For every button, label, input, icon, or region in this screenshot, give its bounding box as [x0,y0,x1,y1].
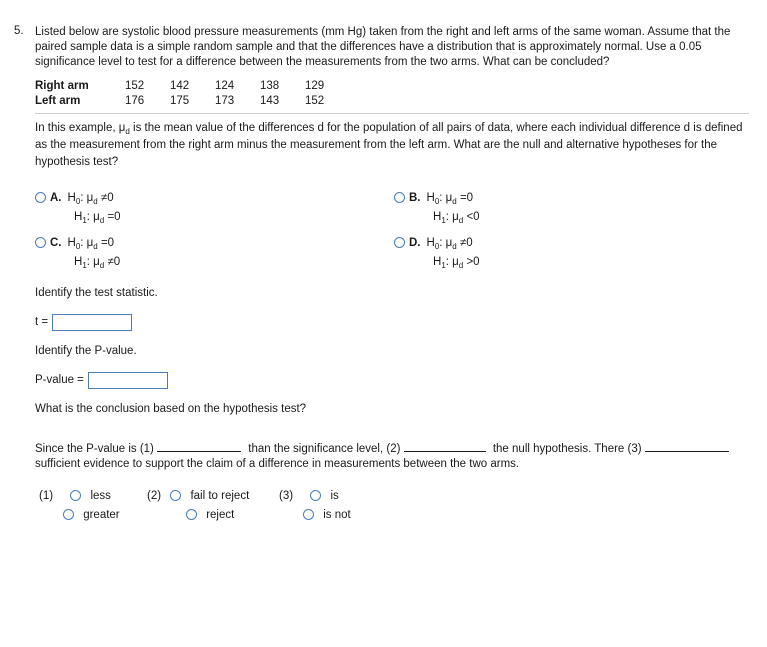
radio-button[interactable] [303,509,314,520]
radio-button[interactable] [35,237,46,248]
blank-1[interactable] [157,441,241,452]
option-c[interactable]: C. $H_0$: $\mu_d =0$ $H_1$: $\mu_d \ne 0$ [35,234,120,272]
choice-group-3: (3) is is not [279,490,351,521]
choice-group-1: (1) less greater [39,490,120,521]
question-text: Listed below are systolic blood pressure measurements (mm Hg) taken from the right and left arms of the same woman. Assume that the paired sample data is a simple random sample and that the differences have a distribution that is approximately normal. Use a 0.05 significance level to test for a difference between the measurements from the two arms. What can be concluded? [35,26,731,68]
radio-button[interactable] [170,490,181,501]
choice-less[interactable]: less [90,490,111,502]
radio-button[interactable] [70,490,81,501]
pvalue-prompt: Identify the P-value. [35,345,137,357]
radio-button[interactable] [186,509,197,520]
table-cell: 142 [170,80,190,92]
choice-greater[interactable]: greater [83,509,120,521]
left-arm-label: Left arm [35,95,81,107]
table-cell: 124 [215,80,235,92]
pvalue-label: P-value = [35,374,84,386]
option-d[interactable]: D. $H_0$: $\mu_d \ne 0$ $H_1$: $\mu_d >0$ [394,234,480,272]
table-cell: 173 [215,95,235,107]
blank-2[interactable] [404,441,486,452]
right-arm-label: Right arm [35,80,89,92]
radio-button[interactable] [35,192,46,203]
choice-reject[interactable]: reject [206,509,235,521]
table-cell: 143 [260,95,280,107]
choice-is-not[interactable]: is not [323,509,351,521]
table-row [35,79,350,94]
example-text: In this example, $\mu_d$ is the mean value of the differences d for the population of all pairs of data, where each individual difference d is defined as the measurement from the right arm minus the measurement from the left arm. What are the null and alternative hypotheses for the hypothesis test? [35,122,743,168]
option-b[interactable]: B. $H_0$: $\mu_d =0$ $H_1$: $\mu_d <0$ [394,189,480,227]
choice-fail-to-reject[interactable]: fail to reject [190,490,250,502]
table-row [35,94,350,109]
table-cell: 152 [305,95,325,107]
radio-button[interactable] [394,192,405,203]
data-table [35,79,350,109]
choice-group-2: (2) fail to reject reject [147,490,250,521]
test-stat-prompt: Identify the test statistic. [35,287,158,299]
blank-3[interactable] [645,441,729,452]
table-cell: 176 [125,95,145,107]
t-input[interactable] [52,314,132,331]
radio-button[interactable] [394,237,405,248]
conclusion-sentence: Since the P-value is (1) than the significance level, (2) the null hypothesis. There (3) sufficient evidence to support the claim of a difference in measurements between the two arms. [35,441,753,472]
table-cell: 129 [305,80,325,92]
table-cell: 175 [170,95,190,107]
table-cell: 152 [125,80,145,92]
option-a[interactable]: A. $H_0$: $\mu_d \ne 0$ $H_1$: $\mu_d =0$ [35,189,121,227]
radio-button[interactable] [310,490,321,501]
table-cell: 138 [260,80,280,92]
pvalue-input[interactable] [88,372,168,389]
choice-is[interactable]: is [330,490,339,502]
question-number: 5. [14,25,24,37]
divider [35,113,749,114]
t-label: t = [35,316,49,328]
radio-button[interactable] [63,509,74,520]
conclusion-prompt: What is the conclusion based on the hypothesis test? [35,403,307,415]
